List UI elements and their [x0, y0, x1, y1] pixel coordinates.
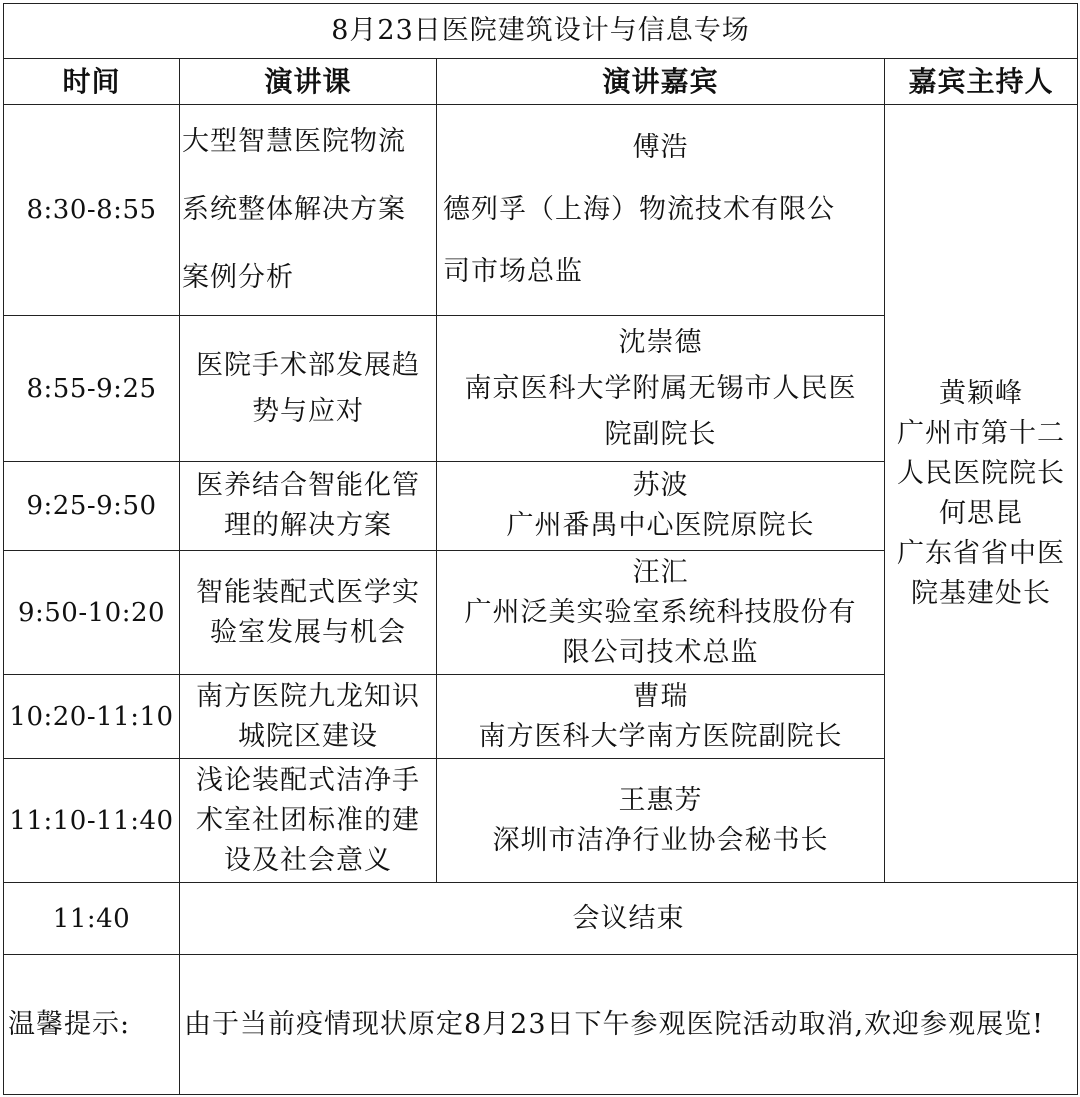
- course-line: 智能装配式医学实: [196, 576, 420, 608]
- session-course: [180, 316, 437, 462]
- guest-title-line: 司市场总监: [443, 256, 583, 287]
- session-time: 8:55-9:25: [4, 316, 180, 462]
- course-line: 设及社会意义: [224, 844, 392, 876]
- course-line: 医养结合智能化管: [196, 470, 420, 501]
- course-line: 案例分析: [182, 262, 294, 293]
- host-title-line: 广东省省中医: [897, 537, 1066, 569]
- guest-title-line: 南京医科大学附属无锡市人民医: [464, 372, 857, 404]
- guest-title-line: 限公司技术总监: [562, 636, 759, 668]
- guest-title-line: 德列孚（上海）物流技术有限公: [443, 194, 835, 225]
- session-time: 9:25-9:50: [4, 462, 180, 551]
- header-time: 时间: [4, 59, 180, 105]
- guest-title-line: 院副院长: [604, 418, 717, 450]
- notice-row: [4, 955, 1078, 1095]
- notice-text: 由于当前疫情现状原定8月23日下午参观医院活动取消,欢迎参观展览!: [180, 955, 1078, 1095]
- guest-title-line: 广州番禺中心医院原院长: [506, 510, 815, 541]
- host-title-line: 院基建处长: [911, 577, 1052, 609]
- session-course: [180, 551, 437, 675]
- host-name: 何思昆: [939, 497, 1024, 529]
- course-line: 城院区建设: [238, 720, 378, 752]
- notice-label: 温馨提示:: [4, 955, 180, 1095]
- session-time: 8:30-8:55: [4, 105, 180, 316]
- course-line: 势与应对: [252, 395, 364, 427]
- host-title-line: 人民医院院长: [897, 457, 1066, 489]
- session-time: 11:10-11:40: [4, 759, 180, 883]
- header-host: 嘉宾主持人: [885, 59, 1078, 105]
- guest-name: 傅浩: [632, 132, 689, 163]
- session-time: 9:50-10:20: [4, 551, 180, 675]
- course-line: 术室社团标准的建: [196, 804, 420, 836]
- closing-text: 会议结束: [180, 883, 1078, 955]
- session-guest: [437, 462, 885, 551]
- course-line: 理的解决方案: [224, 510, 392, 541]
- session-guest: [437, 759, 885, 883]
- course-line: 南方医院九龙知识: [196, 680, 420, 712]
- host-name: 黄颖峰: [939, 377, 1024, 409]
- guest-title-line: 深圳市洁净行业协会秘书长: [492, 824, 829, 856]
- session-row: [4, 105, 1078, 316]
- guest-name: 苏波: [632, 470, 689, 501]
- host-title-line: 广州市第十二: [897, 417, 1066, 449]
- course-line: 验室发展与机会: [210, 616, 406, 648]
- header-course: 演讲课: [180, 59, 437, 105]
- guest-name: 曹瑞: [632, 680, 689, 712]
- guest-title-line: 广州泛美实验室系统科技股份有: [464, 596, 857, 628]
- session-course: [180, 759, 437, 883]
- guest-name: 沈崇德: [618, 326, 703, 358]
- course-line: 医院手术部发展趋: [196, 349, 420, 381]
- table-title: 8月23日医院建筑设计与信息专场: [4, 4, 1078, 59]
- course-line: 大型智慧医院物流: [182, 126, 406, 157]
- session-guest: [437, 551, 885, 675]
- session-course: [180, 675, 437, 759]
- course-line: 系统整体解决方案: [182, 194, 406, 225]
- session-course: [180, 105, 437, 316]
- guest-name: 王惠芳: [618, 784, 703, 816]
- session-time: 10:20-11:10: [4, 675, 180, 759]
- session-course: [180, 462, 437, 551]
- schedule-table: [3, 3, 1078, 1095]
- host-cell: [885, 105, 1078, 883]
- closing-time: 11:40: [4, 883, 180, 955]
- header-speaker: 演讲嘉宾: [437, 59, 885, 105]
- session-guest: [437, 316, 885, 462]
- closing-row: [4, 883, 1078, 955]
- session-guest: [437, 675, 885, 759]
- session-guest: [437, 105, 885, 316]
- guest-name: 汪汇: [632, 556, 689, 588]
- course-line: 浅论装配式洁净手: [196, 764, 420, 796]
- guest-title-line: 南方医科大学南方医院副院长: [478, 720, 843, 752]
